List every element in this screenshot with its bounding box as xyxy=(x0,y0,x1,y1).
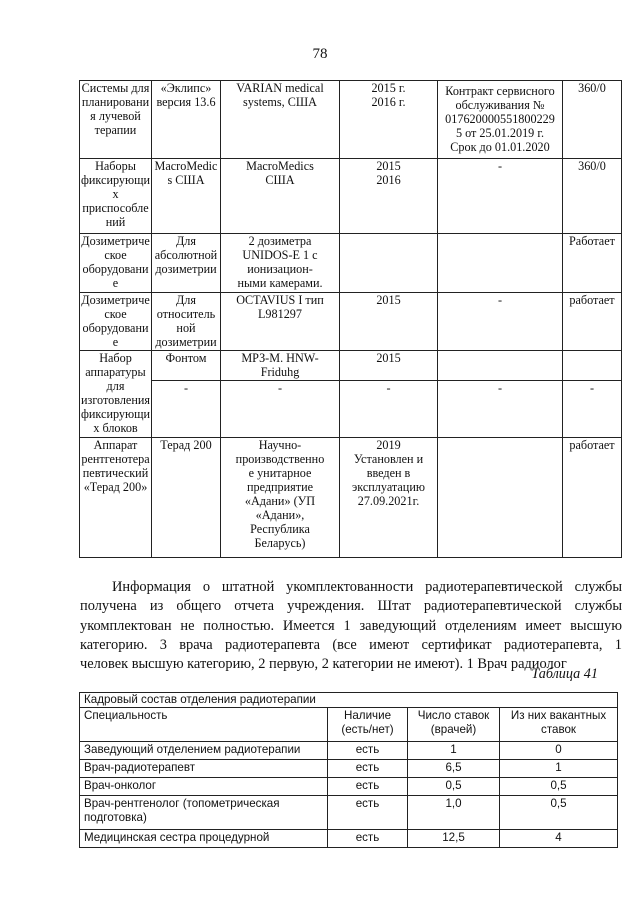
table-cell: МРЗ-М. HNW- Friduhg xyxy=(221,351,340,381)
table-cell: работает xyxy=(563,293,622,351)
table-cell: MacroMedics США xyxy=(221,159,340,234)
cell-specialty: Врач-радиотерапевт xyxy=(80,760,328,778)
table-cell: - xyxy=(438,381,563,438)
table-cell: - xyxy=(438,293,563,351)
table-row xyxy=(80,438,622,558)
table-cell: Дозиметриче ское оборудовани е xyxy=(81,293,150,349)
paragraph-line: человек высшую категорию, 2 первую, 2 категории не имеют). 1 Врач радиолог xyxy=(80,656,567,673)
header-rates: Число ставок (врачей) xyxy=(408,708,500,742)
table-row xyxy=(80,830,618,848)
body-paragraph xyxy=(80,578,622,674)
cell-presence: есть xyxy=(328,760,408,778)
table-cell: - xyxy=(340,381,438,438)
table-cell: Дозиметриче ское оборудовани е xyxy=(80,234,152,293)
cell-presence: есть xyxy=(328,742,408,760)
table-cell: VARIAN medical systems, США xyxy=(221,81,340,159)
table-cell: 2019 Установлен и введен в эксплуатацию 27.09.2021г. xyxy=(340,438,438,558)
table-cell: 2015 xyxy=(340,351,438,381)
cell-presence: есть xyxy=(328,796,408,830)
table-cell: Контракт сервисного обслуживания № 017620000551800229 5 от 25.01.2019 г. Срок до 01.01.2020 xyxy=(438,81,563,159)
table-cell xyxy=(563,351,622,381)
cell-specialty: Врач-рентгенолог (топометрическая подготовка) xyxy=(80,796,328,830)
table-row xyxy=(80,742,618,760)
table-row xyxy=(80,293,622,351)
table-cell: 360/0 xyxy=(563,81,622,159)
table-cell: Фонтом xyxy=(152,351,221,381)
cell-rates: 0,5 xyxy=(408,778,500,796)
table-cell: Для относитель ной дозиметрии xyxy=(152,293,221,351)
table-cell: Аппарат рентгенотера певтический «Терад 200» xyxy=(80,438,152,558)
table-title: Кадровый состав отделения радиотерапии xyxy=(80,693,618,708)
table-row xyxy=(80,778,618,796)
table-cell: Для абсолютной дозиметрии xyxy=(152,234,221,293)
header-presence: Наличие (есть/нет) xyxy=(328,708,408,742)
table-title-row xyxy=(80,693,618,708)
table-cell xyxy=(438,438,563,558)
cell-rates: 12,5 xyxy=(408,830,500,848)
table-cell xyxy=(438,234,563,293)
table-row xyxy=(80,159,622,234)
equipment-table xyxy=(79,80,622,558)
cell-specialty: Врач-онколог xyxy=(80,778,328,796)
table-row xyxy=(80,796,618,830)
cell-vacant: 0,5 xyxy=(500,778,618,796)
cell-rates: 6,5 xyxy=(408,760,500,778)
page-number: 78 xyxy=(312,46,328,62)
table-cell: Работает xyxy=(563,234,622,293)
table-row xyxy=(80,351,622,381)
paragraph-line: получена из общего отчета учреждения. Штат радиотерапевтической службы xyxy=(80,598,622,615)
table-cell xyxy=(438,351,563,381)
table-cell: Терад 200 xyxy=(152,438,221,558)
table-cell: - xyxy=(438,159,563,234)
table-cell: OCTAVIUS I тип L981297 xyxy=(221,293,340,351)
cell-specialty: Медицинская сестра процедурной xyxy=(80,830,328,848)
table-row xyxy=(80,81,622,159)
table-row xyxy=(80,381,622,438)
table-cell: 2015 xyxy=(340,293,438,351)
table-cell: Системы для планировани я лучевой терапии xyxy=(80,81,152,159)
cell-vacant: 1 xyxy=(500,760,618,778)
table-cell: Набор аппаратуры для изготовления фиксирующи х блоков xyxy=(80,351,152,438)
table-cell: MacroMedic s США xyxy=(152,159,221,234)
paragraph-line: категорию. 3 врача радиотерапевта (все имеют сертификат радиотерапевта, 1 xyxy=(80,636,622,653)
table-cell: 2015 2016 xyxy=(340,159,438,234)
cell-presence: есть xyxy=(328,830,408,848)
table-cell: «Эклипс» версия 13.6 xyxy=(152,81,221,159)
cell-vacant: 0,5 xyxy=(500,796,618,830)
table-caption: Таблица 41 xyxy=(531,666,598,682)
cell-specialty: Заведующий отделением радиотерапии xyxy=(80,742,328,760)
header-specialty: Специальность xyxy=(80,708,328,742)
cell-vacant: 4 xyxy=(500,830,618,848)
table-cell: - xyxy=(563,381,622,438)
cell-rates: 1,0 xyxy=(408,796,500,830)
table-cell: Научно- производственно е унитарное предприятие «Адани» (УП «Адани», Республика Беларусь) xyxy=(221,438,340,558)
cell-vacant: 0 xyxy=(500,742,618,760)
table-cell: работает xyxy=(563,438,622,558)
cell-rates: 1 xyxy=(408,742,500,760)
table-cell: - xyxy=(152,381,221,438)
staff-table xyxy=(79,692,618,848)
header-vacant: Из них вакантных ставок xyxy=(500,708,618,742)
table-cell: - xyxy=(221,381,340,438)
table-cell: 2 дозиметра UNIDOS-E 1 с ионизацион- ными камерами. xyxy=(221,234,340,293)
paragraph-line: укомплектован не полностью. Имеется 1 заведующий отделениям имеет высшую xyxy=(80,617,622,634)
table-cell: Наборы фиксирующи х приспособле ний xyxy=(80,159,152,234)
table-cell: 2015 г. 2016 г. xyxy=(340,81,438,159)
cell-presence: есть xyxy=(328,778,408,796)
table-row xyxy=(80,234,622,293)
table-cell xyxy=(340,234,438,293)
table-row xyxy=(80,760,618,778)
table-cell: 360/0 xyxy=(563,159,622,234)
table-header-row xyxy=(80,708,618,742)
paragraph-line: Информация о штатной укомплектованности радиотерапевтической службы xyxy=(112,579,622,595)
